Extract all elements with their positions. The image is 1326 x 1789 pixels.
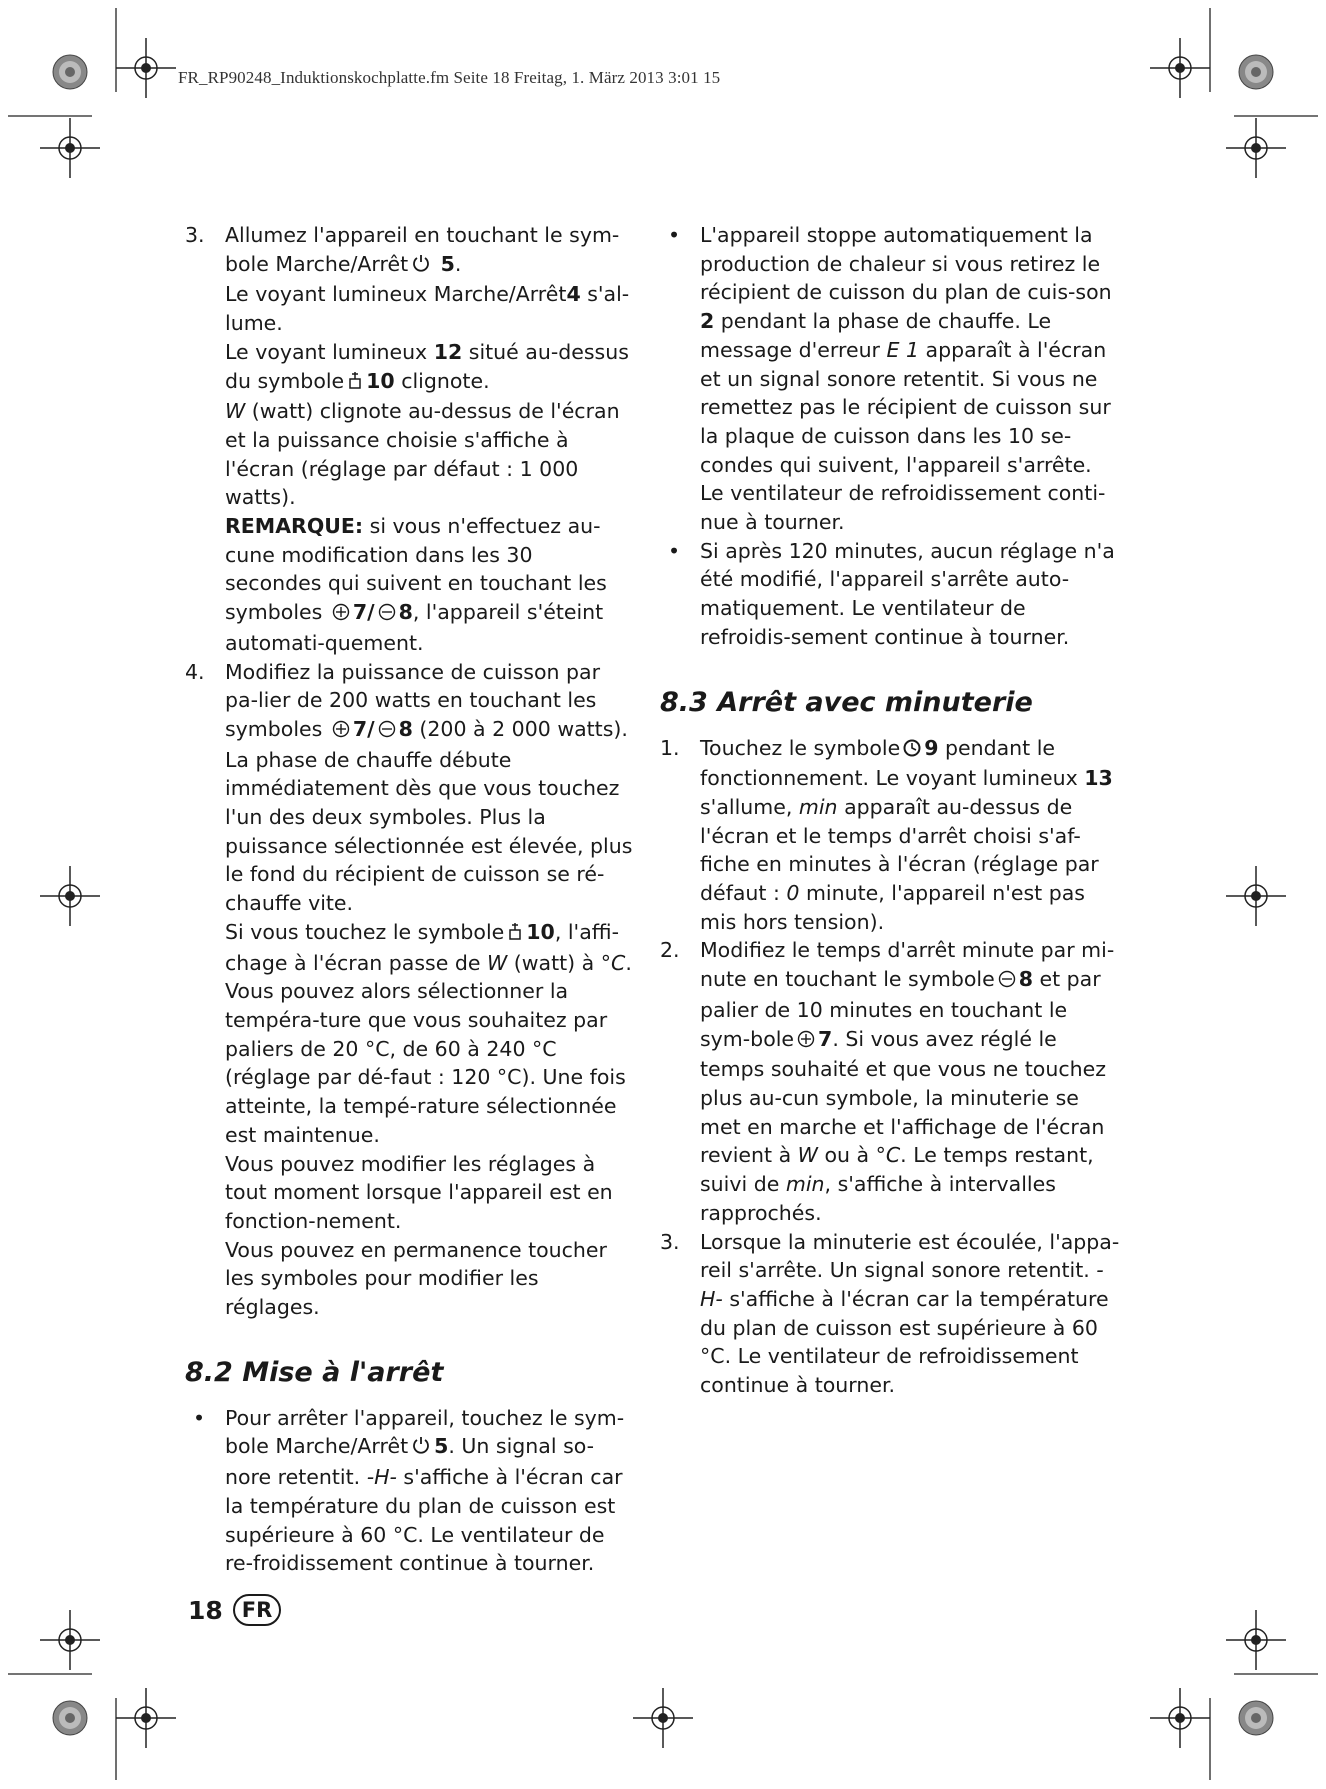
page-footer [188, 1594, 281, 1626]
step-4: 4. Modifiez la puissance de cuisson par pa-lier de 200 watts en touchant les symboles 7/ 8 (200 à 2 000 watts). La phase de chauffe débute immédiatement dès que vous touchez l'un des deux symboles. Plus la puissance sélectionnée est élevée, plus le fond du récipient de cuisson se ré-chauffe vite. Si vous touchez le symbole 10, l'affi-chage à l'écran passe de W (watt) à °C. Vous pouvez alors sélectionner la tempéra-ture que vous souhaitez par paliers de 20 °C, de 60 à 240 °C (réglage par dé-faut : 120 °C). Une fois atteinte, la tempé-rature sélectionnée est maintenue. Vous pouvez modifier les réglages à tout moment lorsque l'appareil est en fonction-nement. Vous pouvez en permanence toucher les symboles pour modifier les réglages. [185, 659, 633, 1320]
step-1: 1. Touchez le symbole 9 pendant le fonctionnement. Le voyant lumineux 13 s'allume, min apparaît au-dessus de l'écran et le temps d'arrêt choisi s'af-fiche en minutes à l'écran (réglage par défaut : 0 minute, l'appareil n'est pas mis hors tension). [660, 735, 1113, 934]
left-column [185, 221, 635, 1578]
page-number: 18 [188, 1596, 223, 1625]
plus-icon [332, 600, 350, 629]
plus-icon [797, 1027, 815, 1056]
power-icon [411, 252, 431, 281]
section-title-8-2: 8.2 Mise à l'arrêt [185, 1356, 444, 1388]
plus-icon [332, 717, 350, 746]
right-column [660, 221, 1120, 1400]
language-badge: FR [233, 1594, 282, 1626]
section-title-8-3: 8.3 Arrêt avec minuterie [660, 686, 1033, 718]
temperature-icon [507, 920, 523, 949]
bullet-item: • Si après 120 minutes, aucun réglage n'a été modifié, l'appareil s'arrête auto-matiquement. Le ventilateur de refroidis-sement continue à tourner. [668, 538, 1115, 649]
minus-icon [378, 600, 396, 629]
bullet-item: • Pour arrêter l'appareil, touchez le sym-bole Marche/Arrêt 5. Un signal so-nore retentit. -H- s'affiche à l'écran car la température du plan de cuisson est supérieure à 60 °C. Le ventilateur de re-froidissement continue à tourner. [193, 1405, 625, 1576]
print-slug: FR_RP90248_Induktionskochplatte.fm Seite 18 Freitag, 1. März 2013 3:01 15 [178, 68, 721, 87]
remark-note: REMARQUE: si vous n'effectuez au-cune modification dans les 30 secondes qui suivent en touchant les symboles 7/ 8, l'appareil s'éteint automati-quement. [225, 514, 607, 655]
step-3: 3. Allumez l'appareil en touchant le sym-bole Marche/Arrêt 5. Le voyant lumineux Marche/Arrêt4 s'al-lume. Le voyant lumineux 12 situé au-dessus du symbole 10 clignote. W (watt) clignote au-dessus de l'écran et la puissance choisie s'affiche à l'écran (réglage par défaut : 1 000 watts). REMARQUE: si vous n'effectuez au-cune modification dans les 30 secondes qui suivent en touchant les symboles 7/ 8, l'appareil s'éteint automati-quement. [185, 221, 635, 658]
power-icon [411, 1434, 431, 1463]
bullet-item: • L'appareil stoppe automatiquement la production de chaleur si vous retirez le récipient de cuisson du plan de cuis-son 2 pendant la phase de chauffe. Le message d'erreur E 1 apparaît à l'écran et un signal sonore retentit. Si vous ne remettez pas le récipient de cuisson sur la plaque de cuisson dans les 10 se-condes qui suivent, l'appareil s'arrête. Le ventilateur de refroidissement conti-nue à tourner. [668, 223, 1112, 535]
step-3: 3. Lorsque la minuterie est écoulée, l'appa-reil s'arrête. Un signal sonore retentit. -H- s'affiche à l'écran car la température du plan de cuisson est supérieure à 60 °C. Le ventilateur de refroidissement continue à tourner. [660, 1229, 1120, 1398]
timer-icon [903, 736, 921, 765]
step-2: 2. Modifiez le temps d'arrêt minute par mi-nute en touchant le symbole 8 et par palier de 10 minutes en touchant le sym-bole 7. Si vous avez réglé le temps souhaité et que vous ne touchez plus au-cun symbole, la minuterie se met en marche et l'affichage de l'écran revient à W ou à °C. Le temps restant, suivi de min, s'affiche à intervalles rapprochés. [660, 938, 1115, 1225]
temperature-icon [347, 369, 363, 398]
minus-icon [998, 967, 1016, 996]
minus-icon [378, 717, 396, 746]
